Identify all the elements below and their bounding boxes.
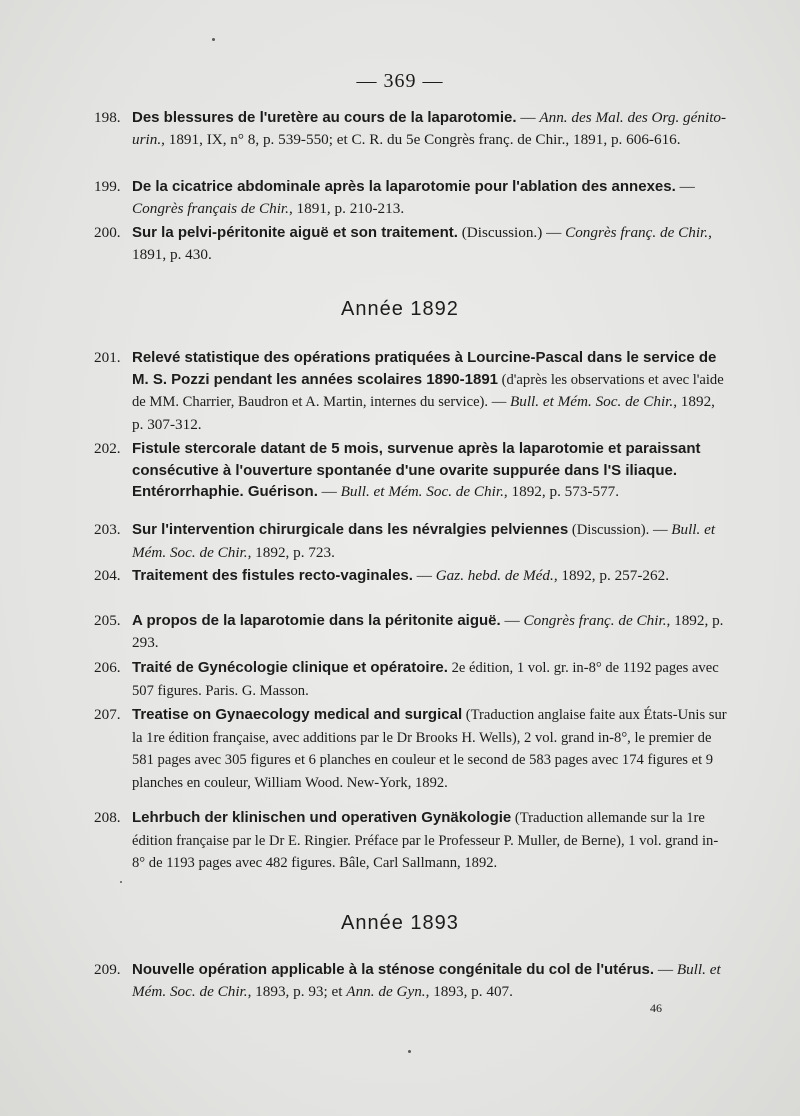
entry-number: 207. [94, 706, 121, 723]
entry-detail: (Discussion). — [568, 522, 672, 538]
entry-source-secondary: Ann. de Gyn. [346, 982, 426, 1000]
entry-source: Congrès français de Chir. [132, 199, 289, 217]
entry-reference: , 1891, p. 430. [132, 224, 712, 263]
scan-speck [212, 38, 215, 41]
section-heading-1892: Année 1892 [341, 298, 459, 320]
entry-source: Bull. et Mém. Soc. de Chir. [132, 521, 716, 561]
bibliography-entry-207 [94, 704, 730, 794]
entry-title: Lehrbuch der klinischen und operativen Gynäkologie [132, 809, 512, 826]
bibliography-entry-204 [94, 565, 730, 587]
entry-number: 200. [94, 224, 121, 241]
entry-source: Bull. et Mém. Soc. de Chir. [132, 961, 721, 1000]
entry-detail: 2e édition, 1 vol. gr. in-8° de 1192 pages avec 507 figures. Paris. G. Masson. [132, 660, 719, 699]
entry-number: 203. [94, 521, 121, 538]
signature-folio: 46 [650, 1001, 662, 1015]
entry-title: Traité de Gynécologie clinique et opératoire. [132, 659, 448, 676]
bibliography-entry-205 [94, 610, 730, 653]
entry-reference: , 1892, p. 307-312. [132, 393, 715, 433]
entry-title: Fistule stercorale datant de 5 mois, survenue après la laparotomie et paraissant consécutive à l'ouverture spontanée d'une ovarite suppurée dans l'S iliaque. Entérorrhaphie. Guérison. [132, 440, 701, 500]
entry-note: (Discussion.) — [457, 224, 566, 241]
entry-title: Traitement des fistules recto-vaginales. [132, 567, 413, 584]
bibliography-entry-198 [94, 107, 730, 150]
entry-title: Sur l'intervention chirurgicale dans les névralgies pelviennes [132, 521, 569, 538]
entry-reference: , 1891, p. 210-213. [288, 199, 405, 217]
entry-reference: , 1892, p. 723. [247, 543, 335, 561]
entry-source: Congrès franç. de Chir. [523, 612, 667, 629]
entry-separator: — [654, 961, 677, 978]
entry-reference: , 1892, p. 257-262. [553, 567, 669, 584]
bibliography-entry-206 [94, 657, 730, 702]
scan-speck [120, 881, 122, 883]
entry-separator: — [500, 612, 524, 629]
page-number: — 369 — [356, 70, 444, 92]
entry-detail: (Traduction anglaise faite aux États-Unis sur la 1re édition française, avec additions par le Dr Brooks H. Wells), 2 vol. grand in-8°, le premier de 581 pages avec 305 figures et 6 planches en couleur et le second de 583 pages avec 174 figures et 9 planches en couleur, William Wood. New-York, 1892. [132, 707, 727, 791]
entry-separator: — [412, 567, 436, 584]
entry-title: A propos de la laparotomie dans la péritonite aiguë. [132, 612, 501, 629]
entry-reference: , 1891, IX, n° 8, p. 539-550; et C. R. du 5e Congrès franç. de Chir., 1891, p. 606-616. [161, 130, 681, 148]
bibliography-entry-199 [94, 176, 730, 219]
entry-number: 199. [94, 178, 121, 195]
bibliography-entry-208 [94, 807, 730, 875]
entry-source: Bull. et Mém. Soc. de Chir. [509, 393, 674, 410]
entry-number: 204. [94, 567, 121, 584]
bibliography-entry-201 [94, 347, 730, 435]
entry-detail: (Traduction allemande sur la 1re édition française par le Dr E. Ringier. Préface par le Professeur P. Muller, de Berne), 1 vol. grand in-8° de 1193 pages avec 482 figures. Bâle, Carl Sallmann, 1892. [132, 810, 719, 871]
scan-speck [408, 1050, 411, 1053]
entry-title: De la cicatrice abdominale après la laparotomie pour l'ablation des annexes. [132, 178, 676, 195]
entry-title: Treatise on Gynaecology medical and surgical [132, 706, 463, 723]
entry-source: Gaz. hebd. de Méd. [435, 567, 554, 584]
entry-source: Bull. et Mém. Soc. de Chir. [340, 483, 504, 500]
entry-source: Congrès franç. de Chir. [565, 224, 709, 241]
entry-title: Des blessures de l'uretère au cours de la laparotomie. [132, 109, 517, 126]
section-heading-1893: Année 1893 [341, 912, 459, 934]
entry-detail: (d'après les observations et avec l'aide de MM. Charrier, Baudron et A. Martin, internes du service). — [132, 371, 724, 410]
entry-number: 201. [94, 349, 121, 366]
entry-separator: — [317, 483, 341, 500]
entry-reference: , 1893, p. 93; et [247, 982, 347, 1000]
entry-separator: — [675, 178, 695, 195]
bibliography-entry-203 [94, 519, 730, 563]
entry-reference-secondary: , 1893, p. 407. [425, 982, 513, 1000]
entry-title: Nouvelle opération applicable à la sténose congénitale du col de l'utérus. [132, 961, 655, 978]
bibliography-entry-200 [94, 222, 730, 265]
entry-number: 206. [94, 659, 121, 676]
entry-number: 208. [94, 809, 121, 826]
entry-number: 202. [94, 440, 121, 457]
bibliography-entry-202 [94, 438, 730, 503]
entry-number: 205. [94, 612, 121, 629]
entry-title: Sur la pelvi-péritonite aiguë et son traitement. [132, 224, 458, 241]
entry-source: Ann. des Mal. des Org. génito-urin. [132, 109, 727, 148]
bibliography-entry-209 [94, 959, 730, 1002]
entry-title: Relevé statistique des opérations pratiquées à Lourcine-Pascal dans le service de M. S. Pozzi pendant les années scolaires 1890-1891 [132, 349, 717, 388]
entry-number: 198. [94, 109, 121, 126]
entry-number: 209. [94, 961, 121, 978]
entry-reference: , 1892, p. 293. [132, 612, 724, 651]
entry-separator: — [516, 109, 540, 126]
entry-reference: , 1892, p. 573-577. [503, 483, 620, 500]
